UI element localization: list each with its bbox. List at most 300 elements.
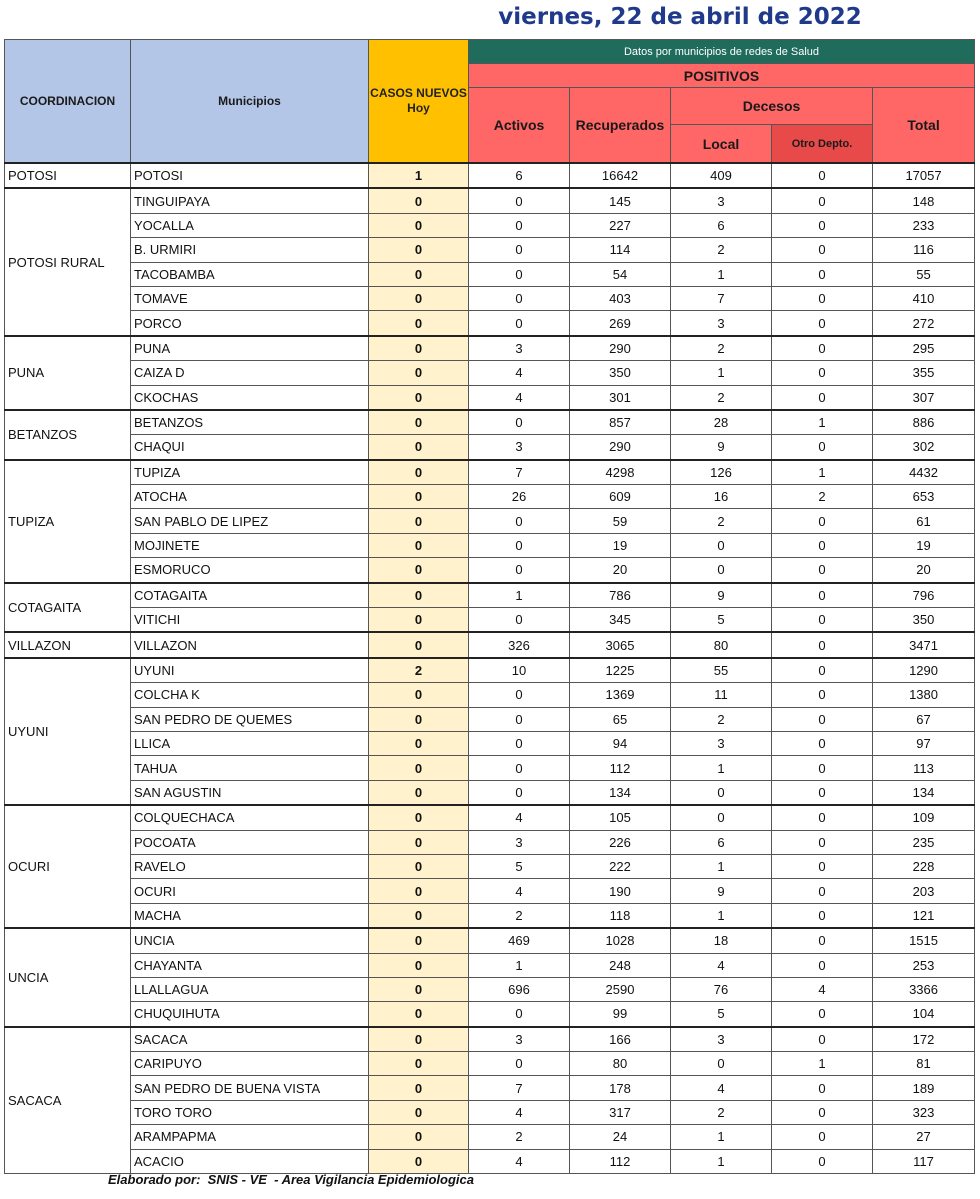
decesos-local-cell: 3	[671, 188, 772, 213]
municipio-cell: LLALLAGUA	[131, 977, 369, 1001]
activos-cell: 1	[469, 583, 570, 608]
decesos-local-cell: 9	[671, 879, 772, 903]
total-cell: 67	[873, 707, 975, 731]
casos-nuevos-cell: 0	[369, 805, 469, 830]
total-cell: 1380	[873, 683, 975, 707]
decesos-otro-cell: 0	[772, 632, 873, 657]
activos-cell: 4	[469, 1149, 570, 1173]
decesos-local-cell: 7	[671, 286, 772, 310]
decesos-local-cell: 1	[671, 1149, 772, 1173]
casos-nuevos-cell: 0	[369, 879, 469, 903]
table-row	[5, 805, 975, 830]
casos-nuevos-cell: 0	[369, 213, 469, 237]
total-cell: 189	[873, 1076, 975, 1100]
municipio-cell: UNCIA	[131, 928, 369, 953]
decesos-otro-cell: 1	[772, 1052, 873, 1076]
decesos-local-cell: 0	[671, 780, 772, 805]
municipio-cell: OCURI	[131, 879, 369, 903]
decesos-local-cell: 6	[671, 830, 772, 854]
activos-cell: 0	[469, 683, 570, 707]
recuperados-cell: 114	[570, 238, 671, 262]
casos-nuevos-cell: 0	[369, 977, 469, 1001]
table-row	[5, 1100, 975, 1124]
casos-nuevos-cell: 0	[369, 238, 469, 262]
municipio-cell: MOJINETE	[131, 533, 369, 557]
recuperados-cell: 105	[570, 805, 671, 830]
activos-cell: 696	[469, 977, 570, 1001]
coordinacion-cell: OCURI	[5, 805, 131, 928]
decesos-local-cell: 1	[671, 361, 772, 385]
decesos-local-cell: 2	[671, 509, 772, 533]
casos-nuevos-cell: 0	[369, 1149, 469, 1173]
recuperados-cell: 99	[570, 1002, 671, 1027]
table-row	[5, 262, 975, 286]
municipio-cell: POTOSI	[131, 163, 369, 188]
activos-cell: 7	[469, 1076, 570, 1100]
recuperados-cell: 350	[570, 361, 671, 385]
decesos-local-cell: 2	[671, 385, 772, 410]
activos-cell: 0	[469, 509, 570, 533]
table-row	[5, 879, 975, 903]
coordinacion-cell: POTOSI	[5, 163, 131, 188]
activos-cell: 0	[469, 262, 570, 286]
total-cell: 172	[873, 1027, 975, 1052]
decesos-local-cell: 5	[671, 608, 772, 633]
header-decesos: Decesos	[671, 88, 873, 125]
municipio-cell: SACACA	[131, 1027, 369, 1052]
activos-cell: 326	[469, 632, 570, 657]
table-row	[5, 460, 975, 485]
activos-cell: 6	[469, 163, 570, 188]
table-row	[5, 286, 975, 310]
decesos-local-cell: 0	[671, 1052, 772, 1076]
decesos-otro-cell: 0	[772, 1125, 873, 1149]
total-cell: 4432	[873, 460, 975, 485]
casos-nuevos-cell: 0	[369, 262, 469, 286]
total-cell: 1515	[873, 928, 975, 953]
recuperados-cell: 19	[570, 533, 671, 557]
coordinacion-cell: PUNA	[5, 336, 131, 410]
decesos-otro-cell: 0	[772, 608, 873, 633]
decesos-local-cell: 1	[671, 903, 772, 928]
total-cell: 307	[873, 385, 975, 410]
decesos-otro-cell: 0	[772, 558, 873, 583]
recuperados-cell: 24	[570, 1125, 671, 1149]
total-cell: 27	[873, 1125, 975, 1149]
casos-nuevos-cell: 0	[369, 1100, 469, 1124]
casos-nuevos-cell: 0	[369, 311, 469, 336]
recuperados-cell: 20	[570, 558, 671, 583]
total-cell: 134	[873, 780, 975, 805]
recuperados-cell: 16642	[570, 163, 671, 188]
total-cell: 355	[873, 361, 975, 385]
total-cell: 272	[873, 311, 975, 336]
decesos-local-cell: 0	[671, 558, 772, 583]
recuperados-cell: 94	[570, 731, 671, 755]
total-cell: 796	[873, 583, 975, 608]
casos-nuevos-cell: 0	[369, 608, 469, 633]
activos-cell: 0	[469, 213, 570, 237]
header-municipios: Municipios	[131, 40, 369, 164]
decesos-otro-cell: 1	[772, 410, 873, 435]
casos-nuevos-cell: 0	[369, 756, 469, 780]
decesos-otro-cell: 0	[772, 583, 873, 608]
decesos-otro-cell: 0	[772, 188, 873, 213]
municipio-cell: ACACIO	[131, 1149, 369, 1173]
table-row	[5, 533, 975, 557]
recuperados-cell: 248	[570, 953, 671, 977]
table-row	[5, 977, 975, 1001]
decesos-otro-cell: 1	[772, 460, 873, 485]
total-cell: 20	[873, 558, 975, 583]
table-row	[5, 435, 975, 460]
casos-nuevos-cell: 0	[369, 336, 469, 361]
total-cell: 3471	[873, 632, 975, 657]
table-row	[5, 830, 975, 854]
municipio-cell: ESMORUCO	[131, 558, 369, 583]
municipio-cell: SAN AGUSTIN	[131, 780, 369, 805]
municipio-cell: MACHA	[131, 903, 369, 928]
recuperados-cell: 134	[570, 780, 671, 805]
coordinacion-cell: BETANZOS	[5, 410, 131, 460]
activos-cell: 2	[469, 903, 570, 928]
decesos-local-cell: 1	[671, 1125, 772, 1149]
table-row	[5, 336, 975, 361]
decesos-local-cell: 1	[671, 756, 772, 780]
decesos-otro-cell: 0	[772, 1149, 873, 1173]
casos-nuevos-cell: 0	[369, 1052, 469, 1076]
municipio-cell: BETANZOS	[131, 410, 369, 435]
municipio-cell: COLQUECHACA	[131, 805, 369, 830]
activos-cell: 0	[469, 410, 570, 435]
decesos-otro-cell: 0	[772, 435, 873, 460]
municipio-cell: YOCALLA	[131, 213, 369, 237]
decesos-otro-cell: 0	[772, 805, 873, 830]
table-row	[5, 1002, 975, 1027]
municipio-cell: ATOCHA	[131, 485, 369, 509]
table-row	[5, 1076, 975, 1100]
recuperados-cell: 290	[570, 435, 671, 460]
decesos-otro-cell: 0	[772, 213, 873, 237]
activos-cell: 0	[469, 608, 570, 633]
casos-nuevos-cell: 2	[369, 658, 469, 683]
recuperados-cell: 857	[570, 410, 671, 435]
decesos-otro-cell: 0	[772, 683, 873, 707]
municipio-cell: TINGUIPAYA	[131, 188, 369, 213]
recuperados-cell: 226	[570, 830, 671, 854]
municipio-cell: COLCHA K	[131, 683, 369, 707]
table-row	[5, 683, 975, 707]
casos-nuevos-cell: 0	[369, 953, 469, 977]
table-row	[5, 410, 975, 435]
total-cell: 109	[873, 805, 975, 830]
decesos-local-cell: 4	[671, 1076, 772, 1100]
decesos-local-cell: 409	[671, 163, 772, 188]
casos-nuevos-cell: 0	[369, 780, 469, 805]
header-positivos: POSITIVOS	[469, 64, 975, 88]
recuperados-cell: 609	[570, 485, 671, 509]
recuperados-cell: 403	[570, 286, 671, 310]
decesos-otro-cell: 0	[772, 533, 873, 557]
casos-nuevos-cell: 0	[369, 707, 469, 731]
table-row	[5, 361, 975, 385]
decesos-otro-cell: 0	[772, 1002, 873, 1027]
decesos-otro-cell: 0	[772, 658, 873, 683]
total-cell: 113	[873, 756, 975, 780]
table-row	[5, 903, 975, 928]
activos-cell: 0	[469, 707, 570, 731]
table-row	[5, 780, 975, 805]
table-row	[5, 953, 975, 977]
covid-municipalities-table	[4, 39, 975, 1174]
decesos-local-cell: 4	[671, 953, 772, 977]
coordinacion-cell: UYUNI	[5, 658, 131, 805]
municipio-cell: VITICHI	[131, 608, 369, 633]
municipio-cell: PUNA	[131, 336, 369, 361]
activos-cell: 0	[469, 533, 570, 557]
coordinacion-cell: COTAGAITA	[5, 583, 131, 633]
table-row	[5, 928, 975, 953]
municipio-cell: CHAQUI	[131, 435, 369, 460]
total-cell: 1290	[873, 658, 975, 683]
table-row	[5, 1052, 975, 1076]
table-row	[5, 658, 975, 683]
municipio-cell: CKOCHAS	[131, 385, 369, 410]
decesos-local-cell: 11	[671, 683, 772, 707]
decesos-otro-cell: 0	[772, 780, 873, 805]
decesos-local-cell: 9	[671, 435, 772, 460]
activos-cell: 26	[469, 485, 570, 509]
decesos-otro-cell: 0	[772, 385, 873, 410]
activos-cell: 4	[469, 361, 570, 385]
total-cell: 97	[873, 731, 975, 755]
decesos-otro-cell: 0	[772, 928, 873, 953]
decesos-local-cell: 6	[671, 213, 772, 237]
recuperados-cell: 290	[570, 336, 671, 361]
decesos-local-cell: 2	[671, 238, 772, 262]
casos-nuevos-cell: 0	[369, 485, 469, 509]
municipio-cell: LLICA	[131, 731, 369, 755]
municipio-cell: CARIPUYO	[131, 1052, 369, 1076]
recuperados-cell: 166	[570, 1027, 671, 1052]
municipio-cell: POCOATA	[131, 830, 369, 854]
recuperados-cell: 59	[570, 509, 671, 533]
decesos-local-cell: 126	[671, 460, 772, 485]
decesos-otro-cell: 0	[772, 1027, 873, 1052]
coordinacion-cell: POTOSI RURAL	[5, 188, 131, 335]
decesos-otro-cell: 2	[772, 485, 873, 509]
decesos-local-cell: 9	[671, 583, 772, 608]
recuperados-cell: 1369	[570, 683, 671, 707]
total-cell: 117	[873, 1149, 975, 1173]
municipio-cell: CAIZA D	[131, 361, 369, 385]
table-row	[5, 311, 975, 336]
activos-cell: 3	[469, 336, 570, 361]
decesos-local-cell: 3	[671, 731, 772, 755]
activos-cell: 0	[469, 731, 570, 755]
decesos-otro-cell: 0	[772, 1076, 873, 1100]
table-row	[5, 1125, 975, 1149]
table-row	[5, 632, 975, 657]
decesos-local-cell: 2	[671, 707, 772, 731]
casos-nuevos-cell: 0	[369, 1027, 469, 1052]
casos-nuevos-cell: 0	[369, 385, 469, 410]
activos-cell: 0	[469, 780, 570, 805]
decesos-local-cell: 1	[671, 854, 772, 878]
activos-cell: 3	[469, 435, 570, 460]
decesos-local-cell: 3	[671, 311, 772, 336]
municipio-cell: CHAYANTA	[131, 953, 369, 977]
recuperados-cell: 317	[570, 1100, 671, 1124]
casos-nuevos-cell: 0	[369, 533, 469, 557]
decesos-otro-cell: 0	[772, 509, 873, 533]
decesos-local-cell: 3	[671, 1027, 772, 1052]
header-coordinacion: COORDINACION	[5, 40, 131, 164]
header-recuperados: Recuperados	[570, 88, 671, 164]
total-cell: 148	[873, 188, 975, 213]
total-cell: 104	[873, 1002, 975, 1027]
table-row	[5, 707, 975, 731]
activos-cell: 0	[469, 286, 570, 310]
recuperados-cell: 65	[570, 707, 671, 731]
recuperados-cell: 301	[570, 385, 671, 410]
recuperados-cell: 4298	[570, 460, 671, 485]
total-cell: 81	[873, 1052, 975, 1076]
total-cell: 653	[873, 485, 975, 509]
table-row	[5, 213, 975, 237]
decesos-otro-cell: 0	[772, 262, 873, 286]
table-row	[5, 1027, 975, 1052]
header-otro-depto: Otro Depto.	[772, 125, 873, 164]
activos-cell: 7	[469, 460, 570, 485]
total-cell: 323	[873, 1100, 975, 1124]
total-cell: 253	[873, 953, 975, 977]
recuperados-cell: 190	[570, 879, 671, 903]
municipio-cell: SAN PEDRO DE BUENA VISTA	[131, 1076, 369, 1100]
decesos-otro-cell: 0	[772, 336, 873, 361]
municipio-cell: TAHUA	[131, 756, 369, 780]
casos-nuevos-cell: 0	[369, 1125, 469, 1149]
recuperados-cell: 222	[570, 854, 671, 878]
table-row	[5, 238, 975, 262]
decesos-otro-cell: 0	[772, 854, 873, 878]
table-row	[5, 583, 975, 608]
decesos-otro-cell: 4	[772, 977, 873, 1001]
coordinacion-cell: UNCIA	[5, 928, 131, 1027]
table-row	[5, 485, 975, 509]
total-cell: 17057	[873, 163, 975, 188]
activos-cell: 3	[469, 830, 570, 854]
total-cell: 116	[873, 238, 975, 262]
table-row	[5, 558, 975, 583]
total-cell: 235	[873, 830, 975, 854]
municipio-cell: TOMAVE	[131, 286, 369, 310]
municipio-cell: RAVELO	[131, 854, 369, 878]
municipio-cell: ARAMPAPMA	[131, 1125, 369, 1149]
activos-cell: 4	[469, 385, 570, 410]
activos-cell: 0	[469, 238, 570, 262]
casos-nuevos-cell: 0	[369, 928, 469, 953]
decesos-local-cell: 28	[671, 410, 772, 435]
activos-cell: 0	[469, 1052, 570, 1076]
header-total: Total	[873, 88, 975, 164]
municipio-cell: TACOBAMBA	[131, 262, 369, 286]
table-row	[5, 385, 975, 410]
activos-cell: 0	[469, 188, 570, 213]
recuperados-cell: 3065	[570, 632, 671, 657]
table-row	[5, 1149, 975, 1173]
casos-nuevos-cell: 0	[369, 509, 469, 533]
decesos-otro-cell: 0	[772, 953, 873, 977]
casos-nuevos-cell: 0	[369, 435, 469, 460]
decesos-local-cell: 0	[671, 533, 772, 557]
municipio-cell: UYUNI	[131, 658, 369, 683]
decesos-local-cell: 55	[671, 658, 772, 683]
activos-cell: 1	[469, 953, 570, 977]
casos-nuevos-cell: 0	[369, 683, 469, 707]
recuperados-cell: 227	[570, 213, 671, 237]
casos-nuevos-cell: 0	[369, 1002, 469, 1027]
decesos-local-cell: 76	[671, 977, 772, 1001]
total-cell: 295	[873, 336, 975, 361]
table-row	[5, 163, 975, 188]
total-cell: 203	[873, 879, 975, 903]
header-casos-nuevos: CASOS NUEVOS Hoy	[369, 40, 469, 164]
report-date-title: viernes, 22 de abril de 2022	[498, 4, 862, 30]
table-row	[5, 731, 975, 755]
activos-cell: 4	[469, 1100, 570, 1124]
decesos-otro-cell: 0	[772, 731, 873, 755]
casos-nuevos-cell: 0	[369, 1076, 469, 1100]
decesos-local-cell: 0	[671, 805, 772, 830]
decesos-otro-cell: 0	[772, 238, 873, 262]
recuperados-cell: 786	[570, 583, 671, 608]
decesos-local-cell: 2	[671, 1100, 772, 1124]
total-cell: 350	[873, 608, 975, 633]
activos-cell: 10	[469, 658, 570, 683]
activos-cell: 0	[469, 1002, 570, 1027]
decesos-otro-cell: 0	[772, 311, 873, 336]
municipio-cell: PORCO	[131, 311, 369, 336]
total-cell: 228	[873, 854, 975, 878]
activos-cell: 0	[469, 311, 570, 336]
table-row	[5, 188, 975, 213]
header-datos-municipios: Datos por municipios de redes de Salud	[469, 40, 975, 64]
total-cell: 302	[873, 435, 975, 460]
municipio-cell: CHUQUIHUTA	[131, 1002, 369, 1027]
activos-cell: 5	[469, 854, 570, 878]
decesos-local-cell: 80	[671, 632, 772, 657]
table-body	[5, 163, 975, 1174]
municipio-cell: COTAGAITA	[131, 583, 369, 608]
activos-cell: 3	[469, 1027, 570, 1052]
table-row	[5, 756, 975, 780]
activos-cell: 4	[469, 805, 570, 830]
decesos-otro-cell: 0	[772, 1100, 873, 1124]
casos-nuevos-cell: 0	[369, 460, 469, 485]
municipio-cell: VILLAZON	[131, 632, 369, 657]
activos-cell: 4	[469, 879, 570, 903]
casos-nuevos-cell: 0	[369, 558, 469, 583]
decesos-otro-cell: 0	[772, 756, 873, 780]
decesos-otro-cell: 0	[772, 830, 873, 854]
total-cell: 19	[873, 533, 975, 557]
recuperados-cell: 80	[570, 1052, 671, 1076]
activos-cell: 2	[469, 1125, 570, 1149]
recuperados-cell: 145	[570, 188, 671, 213]
decesos-local-cell: 2	[671, 336, 772, 361]
header-local: Local	[671, 125, 772, 164]
